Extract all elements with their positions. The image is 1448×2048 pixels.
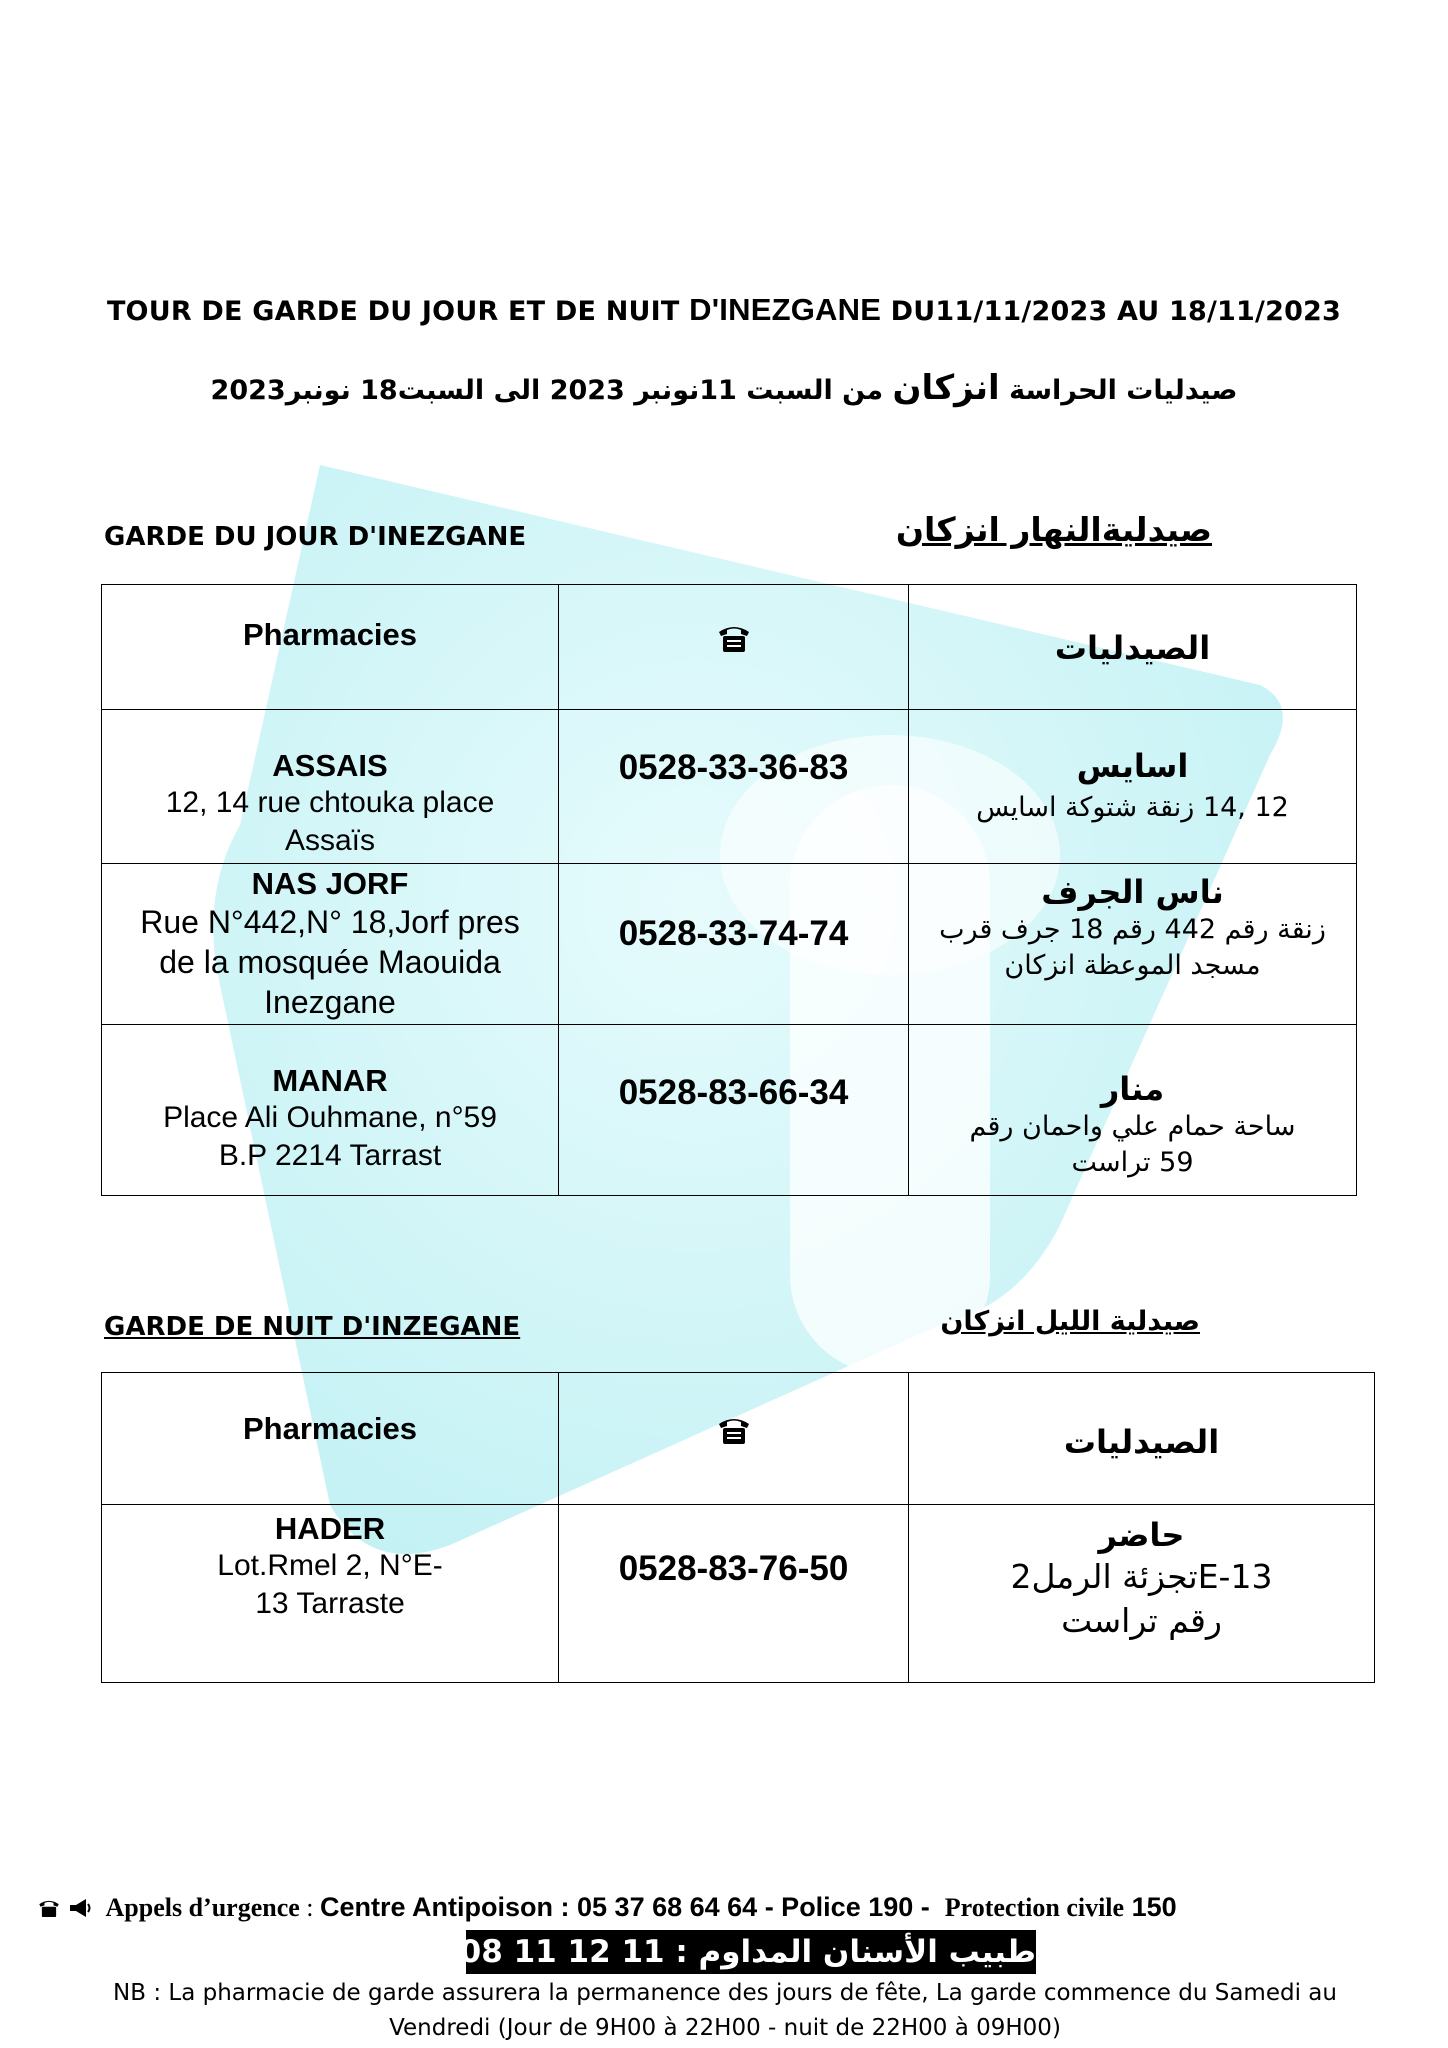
pharmacy-address-arabic: ساحة حمام علي واحمان رقم 59 تراست [969, 1111, 1296, 1178]
protection-civile-label: Protection civile [944, 1893, 1125, 1922]
pharmacy-address: Rue N°442,N° 18,Jorf pres de la mosquée Maouida Inezgane [140, 904, 520, 1020]
pharmacy-name: NAS JORF [251, 866, 409, 901]
phone-icon [717, 1415, 751, 1450]
pharmacy-address: 12, 14 rue chtouka place Assaïs [165, 786, 495, 857]
pharmacy-name-arabic: منار [1100, 1070, 1165, 1108]
pharmacy-address-arabic: E-13تجزئة الرمل2 رقم تراست [1010, 1557, 1273, 1640]
column-header-pharmacies-arabic: الصيدليات [1054, 629, 1211, 667]
night-pharmacies-table [101, 1372, 1375, 1683]
table-row [102, 1505, 1375, 1683]
table-row [102, 864, 1357, 1025]
pharmacy-name: ASSAIS [272, 748, 388, 783]
day-pharmacies-table [101, 584, 1357, 1196]
night-section-title: GARDE DE NUIT D'INZEGANE [104, 1312, 521, 1342]
pharmacy-name: HADER [274, 1511, 386, 1546]
pharmacy-address: Lot.Rmel 2, N°E-13 Tarraste [217, 1549, 443, 1620]
pharmacy-address-arabic: زنقة رقم 442 رقم 18 جرف قرب مسجد الموعظة انزكان [939, 914, 1326, 981]
column-header-pharmacies: Pharmacies [242, 1411, 418, 1446]
emergency-calls: Appels d’urgence : Centre Antipoison : 05 37 68 64 64 - Police 190 - Protection civile 150 [38, 1892, 1418, 1926]
table-header-row [102, 585, 1357, 710]
night-section-title-arabic: صيدلية الليل انزكان [940, 1306, 1200, 1337]
day-section-title: GARDE DU JOUR D'INEZGANE [104, 522, 527, 552]
page-title-arabic: صيدليات الحراسة انزكان من السبت 11نونبر 2023 الى السبت18 نونبر2023 [210, 368, 1238, 408]
protection-civile-number: 150 [1124, 1892, 1177, 1922]
megaphone-icon [68, 1895, 92, 1926]
phone-icon [717, 623, 751, 658]
pharmacy-name-arabic: حاضر [1098, 1516, 1185, 1554]
pharmacy-phone: 0528-83-76-50 [618, 1549, 849, 1588]
pharmacy-name-arabic: ناس الجرف [1041, 873, 1224, 911]
pharmacy-phone: 0528-33-36-83 [618, 748, 849, 787]
phone-icon [38, 1895, 60, 1926]
emergency-numbers: Centre Antipoison : 05 37 68 64 64 - Police 190 - [320, 1892, 938, 1922]
column-header-pharmacies: Pharmacies [242, 617, 418, 652]
column-header-pharmacies-arabic: الصيدليات [1063, 1423, 1220, 1461]
table-row [102, 1025, 1357, 1196]
pharmacy-address-arabic: 12 ,14 زنقة شتوكة اسايس [976, 792, 1289, 823]
page-title: TOUR DE GARDE DU JOUR ET DE NUIT D'INEZGANE DU11/11/2023 AU 18/11/2023 [106, 292, 1342, 327]
pharmacy-phone: 0528-33-74-74 [618, 914, 849, 953]
pharmacy-name: MANAR [272, 1063, 388, 1098]
pharmacy-name-arabic: اسايس [1076, 747, 1189, 785]
dentist-on-duty: طبيب الأسنان المداوم : 11 12 11 08 06 [466, 1930, 1036, 1974]
pharmacy-address: Place Ali Ouhmane, n°59 B.P 2214 Tarrast [163, 1101, 497, 1172]
emergency-label: Appels d’urgence [105, 1893, 300, 1922]
day-section-title-arabic: صيدليةالنهار انزكان [895, 510, 1212, 549]
table-row [102, 710, 1357, 864]
pharmacy-phone: 0528-83-66-34 [618, 1073, 849, 1112]
table-header-row [102, 1373, 1375, 1505]
note: NB : La pharmacie de garde assurera la permanence des jours de fête, La garde commence du Samedi au Vendredi (Jour de 9H00 à 22H00 - nuit de 22H00 à 09H00) [113, 1980, 1337, 2041]
